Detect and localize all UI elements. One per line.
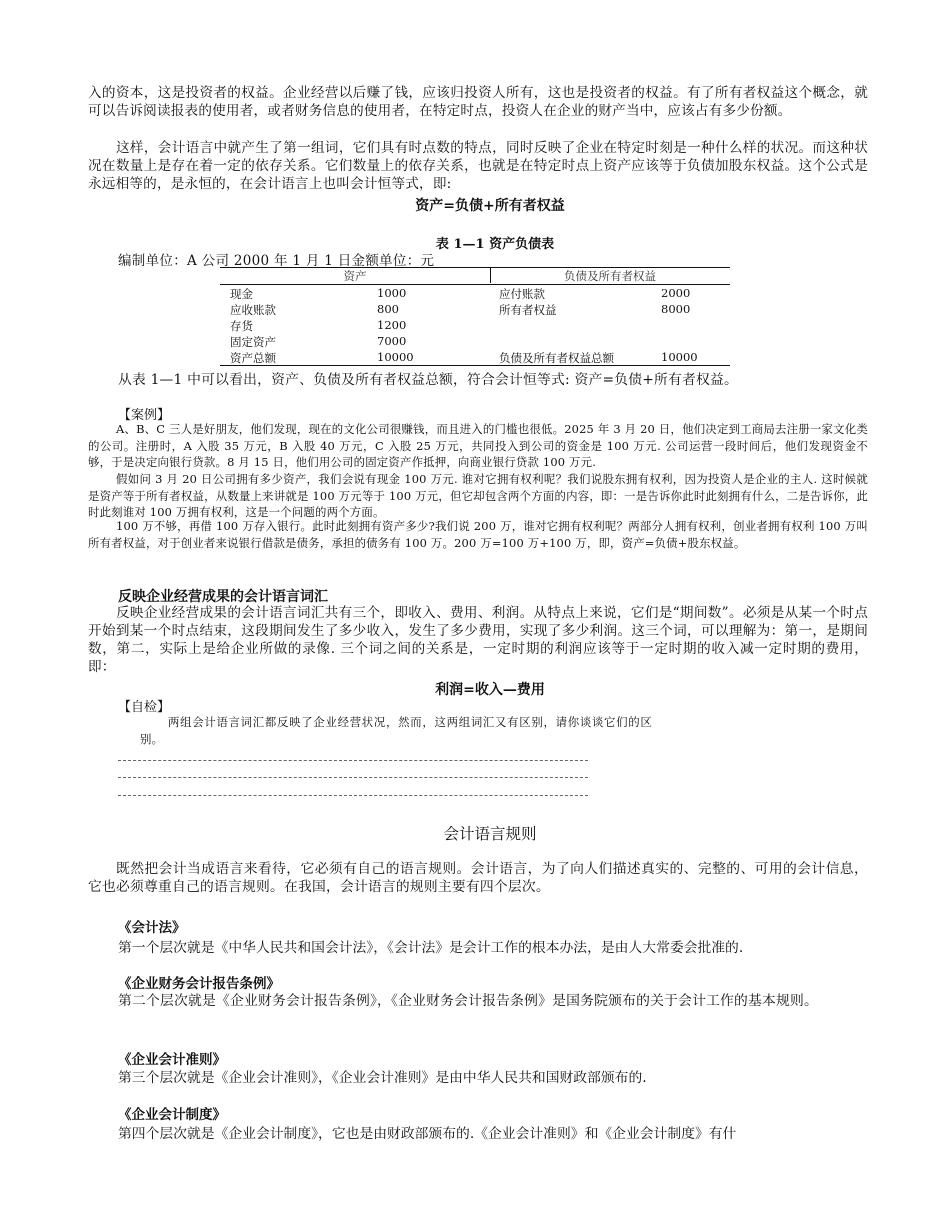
left-row-label: 固定资产 [230, 335, 276, 349]
rule-heading-system: 《企业会计制度》 [118, 1107, 226, 1123]
left-row-label: 资产总额 [230, 351, 276, 365]
intro-paragraph-2: 这样，会计语言中就产生了第一组词，它们具有时点数的特点，同时反映了企业在特定时刻是一种什么样的状况。而这种状况在数量上是存在着一定的依存关系。它们数量上的依存关系，也就是在特定时点上资产应该等于负债加股东权益。这个公式是永远相等的，是永恒的，在会计语言上也叫会计恒等式，即: [88, 140, 868, 192]
rule-text-accounting-law: 第一个层次就是《中华人民共和国会计法》，《会计法》是会计工作的根本办法，是由人大常委会批准的. [118, 940, 744, 956]
rule-heading-standards: 《企业会计准则》 [118, 1052, 226, 1068]
right-row-value: 2000 [661, 286, 691, 300]
left-row-value: 1000 [377, 286, 407, 300]
formula-equation-1: 资产=负债+所有者权益 [415, 198, 565, 214]
left-row-label: 现金 [230, 287, 253, 301]
table-bottom-rule [220, 365, 730, 366]
rule-heading-report-regulation: 《企业财务会计报告条例》 [118, 976, 280, 992]
rule-heading-accounting-law: 《会计法》 [118, 920, 186, 936]
left-row-label: 应收账款 [230, 303, 276, 317]
right-row-label: 负债及所有者权益总额 [499, 351, 614, 365]
section2-paragraph: 反映企业经营成果的会计语言词汇共有三个，即收入、费用、利润。从特点上来说，它们是“期间数”。必须是从某一个时点开始到某一个时点结束，这段期间发生了多少收入，发生了多少费用，实现了多少利润。这三个词，可以理解为：第一，是期间数，第二，实际上是给企业所做的录像. 三个词之间的关系是，一定时期的利润应该等于一定时期的收入减一定时期的费用，即： [88, 605, 868, 675]
left-row-label: 存货 [230, 319, 253, 333]
table-unit-line: 编制单位：A 公司 2000 年 1 月 1 日金额单位：元 [118, 253, 435, 269]
case-paragraph-1: A、B、C 三人是好朋友，他们发现，现在的文化公司很赚钱，而且进入的门槛也很低。2025 年 3 月 20 日，他们决定到工商局去注册一家文化类的公司。注册时，A 入股 35 万元，B 入股 40 万元，C 入股 25 万元，共同投入到公司的资金是 100 万元. 公司运营一段时间后，他们发现资金不够，于是决定向银行贷款。8 月 15 日，他们用公司的固定资产作抵押，向商业银行贷款 100 万元. [88, 422, 868, 469]
right-row-value: 8000 [661, 302, 691, 316]
rule-text-system: 第四个层次就是《企业会计制度》，它也是由财政部颁布的.《企业会计准则》和《企业会计制度》有什 [118, 1126, 737, 1142]
formula-equation-2: 利润=收入—费用 [435, 682, 545, 698]
left-row-value: 7000 [377, 334, 407, 348]
case-paragraph-3: 100 万不够，再借 100 万存入银行。此时此刻拥有资产多少?我们说 200 万，谁对它拥有权利呢？两部分人拥有权利，创业者拥有权利 100 万叫所有者权益，对于创业者来说银行借款是债务，承担的债务有 100 万。200 万=100 万+100 万，即，资产=负债+股东权益。 [88, 519, 868, 550]
rule-text-standards: 第三个层次就是《企业会计准则》，《企业会计准则》是由中华人民共和国财政部颁布的. [118, 1070, 647, 1086]
liabilities-column-header: 负债及所有者权益 [564, 269, 656, 283]
case-heading: 【案例】 [118, 408, 171, 423]
right-row-value: 10000 [661, 350, 698, 364]
section-heading-operating-results: 反映企业经营成果的会计语言词汇 [118, 589, 328, 605]
assets-column-header: 资产 [343, 269, 367, 283]
intro-paragraph-1: 入的资本，这是投资者的权益。企业经营以后赚了钱，应该归投资人所有，这也是投资者的权益。有了所有者权益这个概念，就可以告诉阅读报表的使用者，或者财务信息的使用者，在特定时点，投资人在企业的财产当中，应该占有多少份额。 [88, 85, 868, 119]
table-conclusion: 从表 1—1 中可以看出，资产、负债及所有者权益总额，符合会计恒等式: 资产=负债+所有者权益。 [118, 372, 738, 388]
left-row-value: 10000 [377, 350, 414, 364]
answer-line[interactable] [118, 760, 588, 761]
selfcheck-heading: 【自检】 [118, 700, 171, 715]
answer-line[interactable] [118, 795, 588, 796]
right-row-label: 应付账款 [499, 287, 545, 301]
rules-title: 会计语言规则 [443, 825, 537, 843]
table-caption: 表 1—1 资产负债表 [435, 237, 555, 252]
rules-intro: 既然把会计当成语言来看待，它必须有自己的语言规则。会计语言，为了向人们描述真实的、完整的、可用的会计信息，它也必须尊重自己的语言规则。在我国，会计语言的规则主要有四个层次。 [88, 861, 868, 895]
left-row-value: 800 [377, 302, 399, 316]
case-paragraph-2: 假如问 3 月 20 日公司拥有多少资产，我们会说有现金 100 万元. 谁对它拥有权利呢？我们说股东拥有权利，因为投资人是企业的主人. 这时候就是资产等于所有者权益，从数量上来讲就是 100 万元等于 100 万元，但它却包含两个方面的内容，即：一是告诉你此时此刻拥有什么，二是告诉你，此时此刻谁对 100 万拥有权利，这是一个问题的两个方面。 [88, 472, 868, 519]
answer-line[interactable] [118, 777, 588, 778]
rule-text-report-regulation: 第二个层次就是《企业财务会计报告条例》，《企业财务会计报告条例》是国务院颁布的关于会计工作的基本规则。 [118, 993, 819, 1009]
right-row-label: 所有者权益 [499, 303, 557, 317]
selfcheck-question: 两组会计语言词汇都反映了企业经营状况，然而，这两组词汇又有区别，请你谈谈它们的区别。 [140, 715, 652, 746]
left-row-value: 1200 [377, 318, 407, 332]
